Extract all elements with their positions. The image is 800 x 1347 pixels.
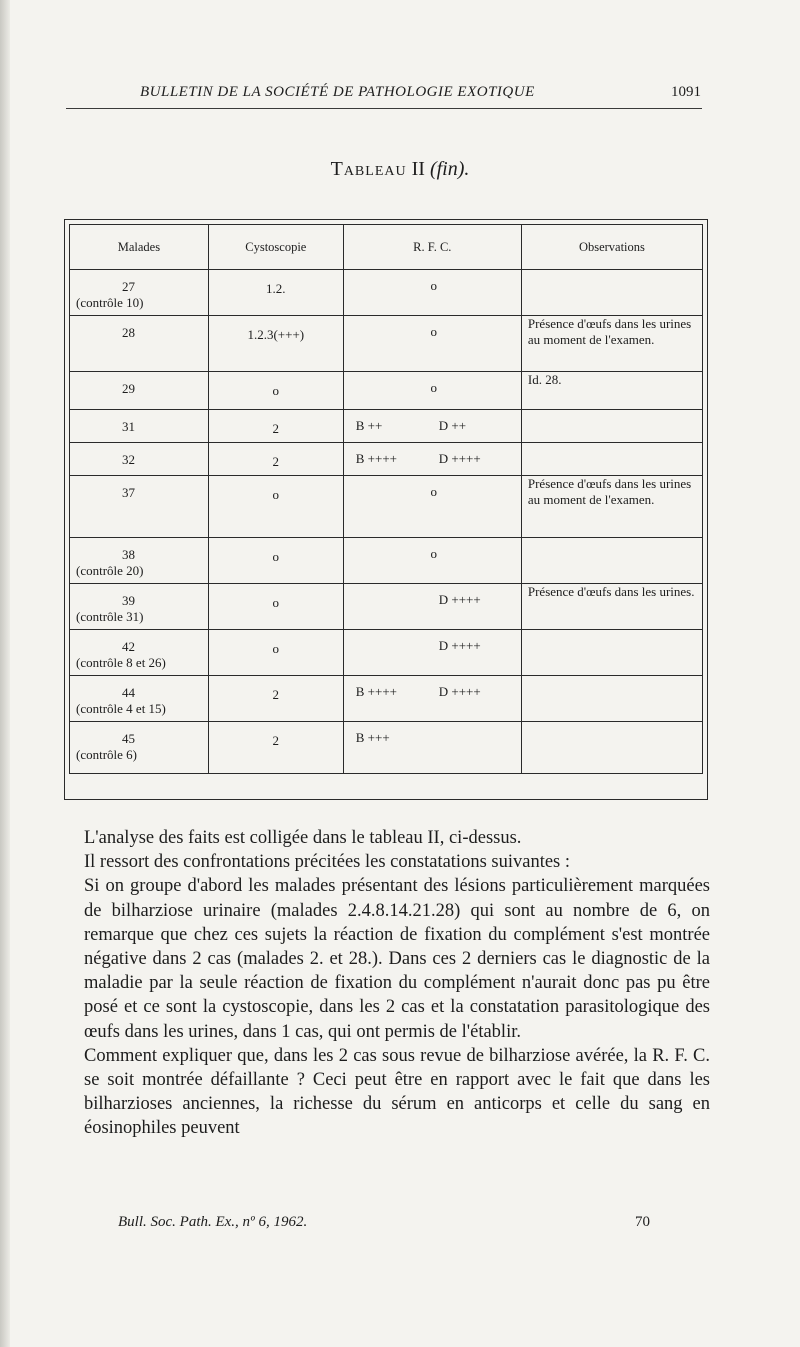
- rfc-values: [350, 638, 515, 662]
- running-head: BULLETIN DE LA SOCIÉTÉ DE PATHOLOGIE EXOTIQUE: [140, 84, 535, 100]
- cell-malade: [70, 630, 209, 676]
- cell-rfc: [343, 316, 521, 372]
- rfc-d-value: D ++++: [438, 684, 481, 699]
- rfc-d-value: D ++++: [438, 451, 481, 466]
- cell-malade: [70, 584, 209, 630]
- cell-rfc: [343, 584, 521, 630]
- cystoscopie-value: 1.2.3(+++): [247, 327, 305, 342]
- rfc-b-value: B ++++: [355, 451, 397, 466]
- cystoscopie-value: 2: [272, 733, 280, 748]
- rfc-values: [350, 380, 515, 404]
- cell-cystoscopie: [208, 676, 343, 722]
- cystoscopie-value: 2: [272, 421, 280, 436]
- malade-number: 38: [122, 547, 135, 562]
- cell-rfc: [343, 410, 521, 443]
- body-paragraph: Comment expliquer que, dans les 2 cas sous revue de bilharziose avérée, la R. F. C. se soit montrée défaillante ? Ceci peut être en rapport avec le fait que dans les bilharzioses anciennes, la richesse du sérum en anticorps et celle du sang en éosinophiles peuvent: [84, 1045, 710, 1139]
- table-title-suffix: (fin).: [429, 158, 470, 180]
- cell-malade: [70, 676, 209, 722]
- rfc-negative-value: o: [430, 278, 437, 293]
- table-title-number: II: [411, 158, 425, 180]
- table-row: [70, 676, 703, 722]
- cell-malade: [70, 443, 209, 476]
- malade-number: 28: [122, 325, 135, 340]
- cell-rfc: [343, 722, 521, 774]
- cell-observations: Id. 28.: [521, 372, 702, 410]
- journal-citation: Bull. Soc. Path. Ex., nº 6, 1962.: [118, 1214, 308, 1230]
- body-paragraph: L'analyse des faits est colligée dans le tableau II, ci-dessus.: [84, 828, 522, 848]
- rfc-b-value: B +++: [355, 730, 390, 745]
- cystoscopie-value: o: [272, 383, 280, 398]
- rfc-d-value: D ++++: [438, 592, 481, 607]
- cell-cystoscopie: [208, 476, 343, 538]
- cell-malade: [70, 538, 209, 584]
- cell-observations: Présence d'œufs dans les urines au moment de l'examen.: [521, 316, 702, 372]
- page-number: 1091: [671, 84, 701, 100]
- rfc-negative-value: o: [430, 484, 437, 499]
- table-row: [70, 270, 703, 316]
- rfc-values: [350, 324, 515, 348]
- cell-malade: [70, 270, 209, 316]
- table-row: [70, 410, 703, 443]
- cell-cystoscopie: [208, 584, 343, 630]
- rfc-negative-value: o: [430, 380, 437, 395]
- rfc-negative-value: o: [430, 546, 437, 561]
- table-row: [70, 476, 703, 538]
- cell-observations: [521, 410, 702, 443]
- table-row: [70, 538, 703, 584]
- cell-malade: [70, 372, 209, 410]
- rfc-values: [350, 451, 515, 475]
- cell-observations: [521, 676, 702, 722]
- results-table: [69, 224, 703, 774]
- table-row: [70, 722, 703, 774]
- cell-cystoscopie: [208, 538, 343, 584]
- cell-observations: Présence d'œufs dans les urines.: [521, 584, 702, 630]
- cell-observations: [521, 630, 702, 676]
- table-row: [70, 372, 703, 410]
- cell-cystoscopie: [208, 372, 343, 410]
- cystoscopie-value: 2: [272, 687, 280, 702]
- rfc-d-value: D ++++: [438, 638, 481, 653]
- cell-malade: [70, 410, 209, 443]
- malade-control: (contrôle 20): [76, 563, 144, 578]
- rfc-values: [350, 278, 515, 302]
- malade-control: (contrôle 10): [76, 295, 144, 310]
- table-row: [70, 584, 703, 630]
- cell-observations: [521, 538, 702, 584]
- cell-observations: [521, 270, 702, 316]
- malade-number: 32: [122, 452, 135, 467]
- malade-control: (contrôle 8 et 26): [76, 655, 166, 670]
- table-title-label: Tableau: [330, 158, 407, 180]
- table-title: [0, 158, 800, 181]
- malade-number: 27: [122, 279, 135, 294]
- rfc-b-value: B ++: [355, 418, 383, 433]
- rfc-negative-value: o: [430, 324, 437, 339]
- malade-number: 37: [122, 485, 135, 500]
- table-row: [70, 443, 703, 476]
- cell-malade: [70, 476, 209, 538]
- cell-observations: [521, 722, 702, 774]
- column-header-observations: Observations: [521, 225, 702, 270]
- rfc-values: [350, 484, 515, 508]
- column-header-cystoscopie: Cystoscopie: [208, 225, 343, 270]
- cell-rfc: [343, 630, 521, 676]
- cystoscopie-value: o: [272, 595, 280, 610]
- cystoscopie-value: 2: [272, 454, 280, 469]
- table-header-row: [70, 225, 703, 270]
- cell-rfc: [343, 270, 521, 316]
- malade-number: 31: [122, 419, 135, 434]
- rfc-values: [350, 730, 515, 754]
- signature-mark: 70: [635, 1214, 650, 1230]
- rfc-b-value: B ++++: [355, 684, 397, 699]
- malade-number: 42: [122, 639, 135, 654]
- cell-rfc: [343, 443, 521, 476]
- body-paragraph: Si on groupe d'abord les malades présentant des lésions particulièrement marquées de bilharziose urinaire (malades 2.4.8.14.21.28) qui sont au nombre de 6, on remarque que chez ces sujets la réaction de fixation du complément s'est montrée négative dans 2 cas (malades 2. et 28.). Dans ces 2 derniers cas le diagnostic de la maladie par la seule réaction de fixation du complément n'aurait donc pas pu être posé et ce sont la cystoscopie, dans les 2 cas et la constatation parasitologique des œufs dans les urines, dans 1 cas, qui ont permis de l'établir.: [84, 876, 710, 1042]
- table-row: [70, 630, 703, 676]
- cell-rfc: [343, 676, 521, 722]
- cell-observations: [521, 443, 702, 476]
- body-paragraph: Il ressort des confrontations précitées les constatations suivantes :: [84, 852, 571, 873]
- rfc-values: [350, 592, 515, 616]
- cell-cystoscopie: [208, 316, 343, 372]
- cystoscopie-value: o: [272, 641, 280, 656]
- page-gutter-shadow: [0, 0, 10, 1347]
- cell-cystoscopie: [208, 722, 343, 774]
- cell-rfc: [343, 476, 521, 538]
- cell-rfc: [343, 538, 521, 584]
- malade-number: 44: [122, 685, 135, 700]
- cell-cystoscopie: [208, 410, 343, 443]
- cell-rfc: [343, 372, 521, 410]
- malade-control: (contrôle 4 et 15): [76, 701, 166, 716]
- malade-control: (contrôle 31): [76, 609, 144, 624]
- rfc-values: [350, 418, 515, 442]
- header-rule: [66, 108, 702, 109]
- malade-number: 29: [122, 381, 135, 396]
- body-text: [84, 826, 710, 1141]
- malade-number: 39: [122, 593, 135, 608]
- cell-observations: Présence d'œufs dans les urines au moment de l'examen.: [521, 476, 702, 538]
- cell-cystoscopie: [208, 270, 343, 316]
- table-row: [70, 316, 703, 372]
- malade-number: 45: [122, 731, 135, 746]
- cell-malade: [70, 316, 209, 372]
- rfc-values: [350, 684, 515, 708]
- rfc-values: [350, 546, 515, 570]
- cell-cystoscopie: [208, 630, 343, 676]
- cell-cystoscopie: [208, 443, 343, 476]
- cell-malade: [70, 722, 209, 774]
- column-header-malades: Malades: [70, 225, 209, 270]
- rfc-d-value: D ++: [438, 418, 467, 433]
- cystoscopie-value: o: [272, 487, 280, 502]
- column-header-rfc: R. F. C.: [343, 225, 521, 270]
- malade-control: (contrôle 6): [76, 747, 138, 762]
- cystoscopie-value: o: [272, 549, 280, 564]
- cystoscopie-value: 1.2.: [266, 281, 286, 296]
